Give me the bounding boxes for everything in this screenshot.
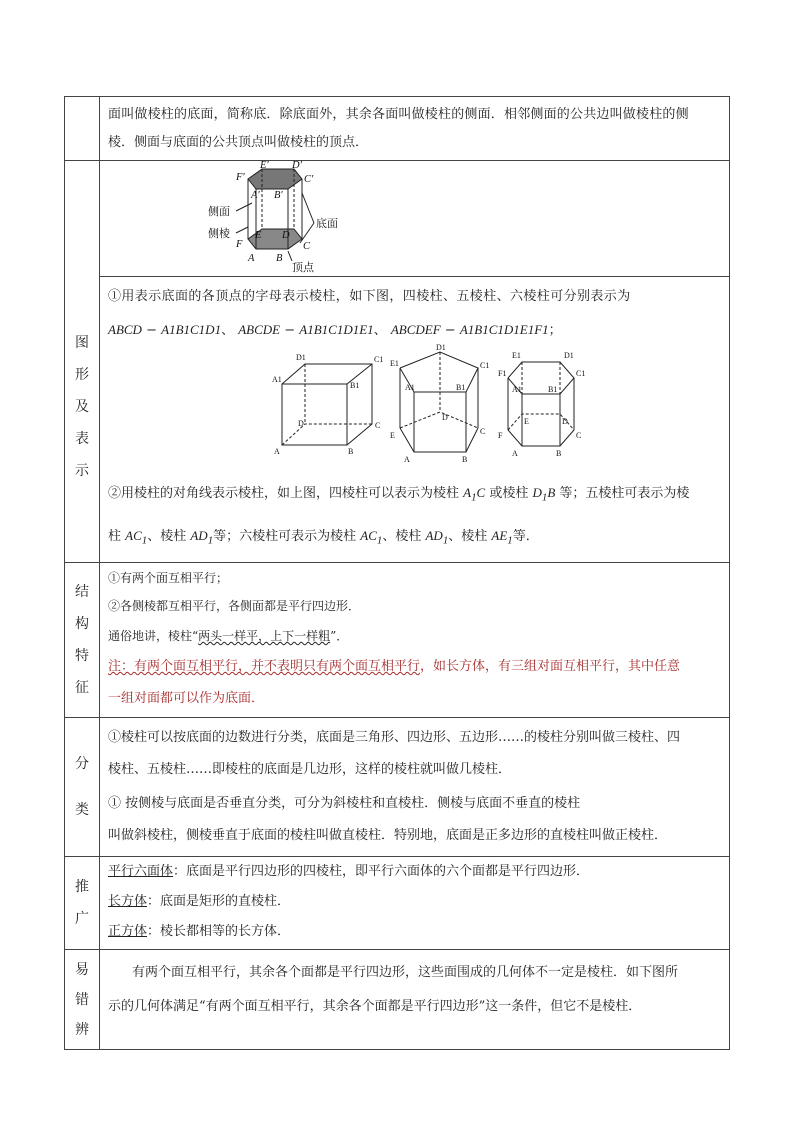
formula-1-base: ABCD xyxy=(108,322,142,337)
intro-row xyxy=(65,97,730,161)
formula-2-base: ABCDE xyxy=(238,322,281,337)
rep-p3-end: 等． xyxy=(512,528,539,544)
four-label: D xyxy=(298,419,304,428)
label-char: 结 xyxy=(75,584,89,601)
prism-figures-row xyxy=(100,343,729,473)
structure-content xyxy=(100,563,730,718)
five-label: E1 xyxy=(390,359,399,368)
rep-formulas: ABCD − A1B1C1D1、 ABCDE − A1B1C1D1E1、 ABCDEF − A1B1C1D1E1F1； xyxy=(108,322,562,338)
four-prism-outline xyxy=(282,364,372,445)
structure-line-2: ②各侧棱都互相平行，各侧面都是平行四边形． xyxy=(108,599,361,614)
rep-paragraph-3 xyxy=(100,516,729,563)
rep-p2-mid1: 或棱柱 xyxy=(489,486,529,501)
structure-l3-a: 通俗地讲，棱柱“ xyxy=(108,629,199,644)
label-char: 易 xyxy=(75,961,89,978)
extension-content xyxy=(100,857,730,950)
label-char: 形 xyxy=(75,366,89,383)
label-char: 分 xyxy=(75,756,89,773)
term-cube: 正方体 xyxy=(108,924,148,940)
four-prism-hidden xyxy=(282,424,372,445)
four-label: A1 xyxy=(272,375,282,384)
label-char: 及 xyxy=(75,398,89,415)
vertex-label: B′ xyxy=(274,190,283,201)
label-char: 示 xyxy=(75,462,89,479)
callout-side-face: 侧面 xyxy=(208,206,230,218)
classification-line-2: 棱柱、五棱柱……即棱柱的底面是几边形，这样的棱柱就叫做几棱柱． xyxy=(108,762,512,778)
five-label: B1 xyxy=(456,383,466,392)
six-label: E xyxy=(524,417,529,426)
four-label: C xyxy=(375,421,381,430)
five-label: E xyxy=(390,431,395,440)
classification-line-1: ①棱柱可以按底面的边数进行分类，底面是三角形、四边形、五边形……的棱柱分别叫做三棱柱、四 xyxy=(108,730,681,746)
mistake-row xyxy=(65,950,730,1050)
rep-p3-mid4: 、棱柱 xyxy=(448,528,488,544)
six-label: B xyxy=(556,449,562,458)
formula-3-base: ABCDEF xyxy=(390,322,441,337)
vertex-label: C′ xyxy=(304,174,314,185)
vertex-label: D xyxy=(282,230,290,241)
callout-line xyxy=(288,251,292,261)
structure-row xyxy=(65,563,730,718)
structure-line-3 xyxy=(100,621,729,651)
callout-side-edge: 侧棱 xyxy=(208,228,230,240)
vertex-label: C xyxy=(303,241,311,252)
six-label: D xyxy=(562,417,568,426)
rep-p2-start: ②用棱柱的对角线表示棱柱，如上图，四棱柱可以表示为棱柱 xyxy=(108,486,460,501)
representation-row xyxy=(65,161,730,563)
label-char: 构 xyxy=(75,616,89,633)
rep-paragraph-2 xyxy=(100,473,729,518)
structure-l3-c: ”． xyxy=(330,629,349,644)
six-label: F xyxy=(498,431,503,440)
diag-ad1-hex: $AD_1$ xyxy=(425,527,449,547)
diag-ac1: $AC_1$ xyxy=(125,527,148,547)
label-char: 辨 xyxy=(75,1021,89,1038)
classification-line-3: ① 按侧棱与底面是否垂直分类，可分为斜棱柱和直棱柱．侧棱与底面不垂直的棱柱 xyxy=(108,796,581,812)
classification-content xyxy=(100,718,730,857)
hex-prism-figure-box xyxy=(100,161,729,277)
five-label: D1 xyxy=(436,343,446,352)
six-label: F1 xyxy=(498,369,507,378)
diag-ad1: $AD_1$ xyxy=(190,527,214,547)
intro-label-cell xyxy=(65,97,100,161)
label-char: 表 xyxy=(75,430,89,447)
diag-ae1-hex: $AE_1$ xyxy=(491,527,513,547)
rep-p3-start: 柱 xyxy=(108,528,122,544)
four-label: C1 xyxy=(374,355,384,364)
rep-p2-mid2: 等；五棱柱可表示为棱 xyxy=(559,486,690,501)
label-char: 广 xyxy=(75,911,89,928)
five-label: C xyxy=(480,427,486,436)
six-label: A xyxy=(512,449,518,458)
intro-content xyxy=(100,97,730,161)
label-char: 类 xyxy=(75,802,89,819)
rep-paragraph-1: ①用表示底面的各顶点的字母表示棱柱，如下图，四棱柱、五棱柱、六棱柱可分别表示为 xyxy=(108,289,631,304)
extension-line-3 xyxy=(100,917,729,947)
representation-content xyxy=(100,161,730,563)
four-label: B1 xyxy=(350,381,360,390)
five-label: B xyxy=(462,455,468,464)
four-label: B xyxy=(348,447,354,456)
six-label: C xyxy=(576,431,582,440)
structure-label xyxy=(65,563,100,718)
four-label: D1 xyxy=(296,353,306,362)
five-label: C1 xyxy=(480,361,490,370)
label-char: 特 xyxy=(75,648,89,665)
five-label: D xyxy=(442,413,448,422)
vertex-label: D′ xyxy=(292,160,302,171)
intro-line-2: 棱．侧面与底面的公共顶点叫做棱柱的顶点． xyxy=(108,135,369,150)
six-label: C1 xyxy=(576,369,586,378)
vertex-label: F′ xyxy=(236,172,245,183)
formula-2-sub: A1B1C1D1E1 xyxy=(299,322,374,337)
term-parallelepiped: 平行六面体 xyxy=(108,864,174,880)
structure-line-1: ①有两个面互相平行； xyxy=(108,571,229,586)
structure-note-highlight: 注：有两个面互相平行，并不表明只有两个面互相平行 xyxy=(108,659,421,675)
six-label: D1 xyxy=(564,351,574,360)
mistake-content xyxy=(100,950,730,1050)
structure-note-line-2: 一组对面都可以作为底面． xyxy=(108,691,265,707)
structure-l3-motto: 两头一样平，上下一样粗 xyxy=(198,629,331,644)
prism-figures xyxy=(100,343,730,473)
five-label: A xyxy=(404,455,410,464)
representation-label xyxy=(65,161,100,563)
extension-l3-def: ：棱长都相等的长方体． xyxy=(147,924,291,940)
callout-line xyxy=(302,193,314,223)
label-char: 征 xyxy=(75,680,89,697)
classification-row xyxy=(65,718,730,857)
six-prism-bottom xyxy=(508,430,574,446)
structure-note-rest: ，如长方体，有三组对面互相平行，其中任意 xyxy=(420,659,681,675)
extension-line-2 xyxy=(100,887,729,917)
five-label: A1 xyxy=(405,383,415,392)
extension-label xyxy=(65,857,100,950)
mistake-label xyxy=(65,950,100,1050)
label-char: 错 xyxy=(75,991,89,1008)
label-char: 图 xyxy=(75,334,89,351)
diag-a1c: $A_1C$ xyxy=(463,485,486,504)
label-char: 推 xyxy=(75,879,89,896)
vertex-label: E′ xyxy=(260,160,269,171)
extension-l1-def: ：底面是平行四边形的四棱柱，即平行六面体的六个面都是平行四边形． xyxy=(173,864,590,880)
classification-line-4: 叫做斜棱柱，侧棱垂直于底面的棱柱叫做直棱柱．特别地，底面是正多边形的直棱柱叫做正棱柱． xyxy=(108,828,668,844)
classification-label xyxy=(65,718,100,857)
diag-d1b: $D_1B$ xyxy=(532,485,556,504)
rep-p3-mid2: 等；六棱柱可表示为棱柱 xyxy=(213,528,357,544)
hex-prism-figure xyxy=(200,160,400,275)
prism-notes-table xyxy=(64,96,730,1050)
mistake-line-1: 有两个面互相平行，其余各个面都是平行四边形，这些面围成的几何体不一定是棱柱．如下图所 xyxy=(132,965,679,981)
callout-vertex: 顶点 xyxy=(292,262,314,274)
vertex-label: F xyxy=(236,239,243,250)
rep-p3-mid1: 、棱柱 xyxy=(147,528,187,544)
diag-ac1-hex: $AC_1$ xyxy=(360,527,383,547)
four-label: A xyxy=(274,447,280,456)
rep-p3-mid3: 、棱柱 xyxy=(382,528,422,544)
vertex-label: A′ xyxy=(251,190,260,201)
term-cuboid: 长方体 xyxy=(108,894,148,910)
callout-line xyxy=(236,227,248,233)
callout-base: 底面 xyxy=(316,218,338,230)
vertex-label: E xyxy=(255,230,262,241)
structure-note-line-1 xyxy=(100,651,729,683)
six-label: E1 xyxy=(512,351,521,360)
mistake-line-2: 示的几何体满足“有两个面互相平行，其余各个面都是平行四边形”这一条件，但它不是棱柱． xyxy=(108,999,642,1015)
vertex-label: A xyxy=(248,253,255,264)
intro-line-1: 面叫做棱柱的底面，简称底．除底面外，其余各面叫做棱柱的侧面．相邻侧面的公共边叫做棱柱的侧 xyxy=(108,107,689,122)
six-label: B1 xyxy=(548,385,558,394)
formula-1-sub: A1B1C1D1 xyxy=(161,322,222,337)
vertex-label: B xyxy=(276,253,283,264)
extension-l2-def: ：底面是矩形的直棱柱． xyxy=(147,894,291,910)
extension-row xyxy=(65,857,730,950)
extension-line-1 xyxy=(100,857,729,887)
six-label: A1 xyxy=(512,385,522,394)
formula-3-sub: A1B1C1D1E1F1 xyxy=(459,322,549,337)
callout-line xyxy=(236,203,252,211)
